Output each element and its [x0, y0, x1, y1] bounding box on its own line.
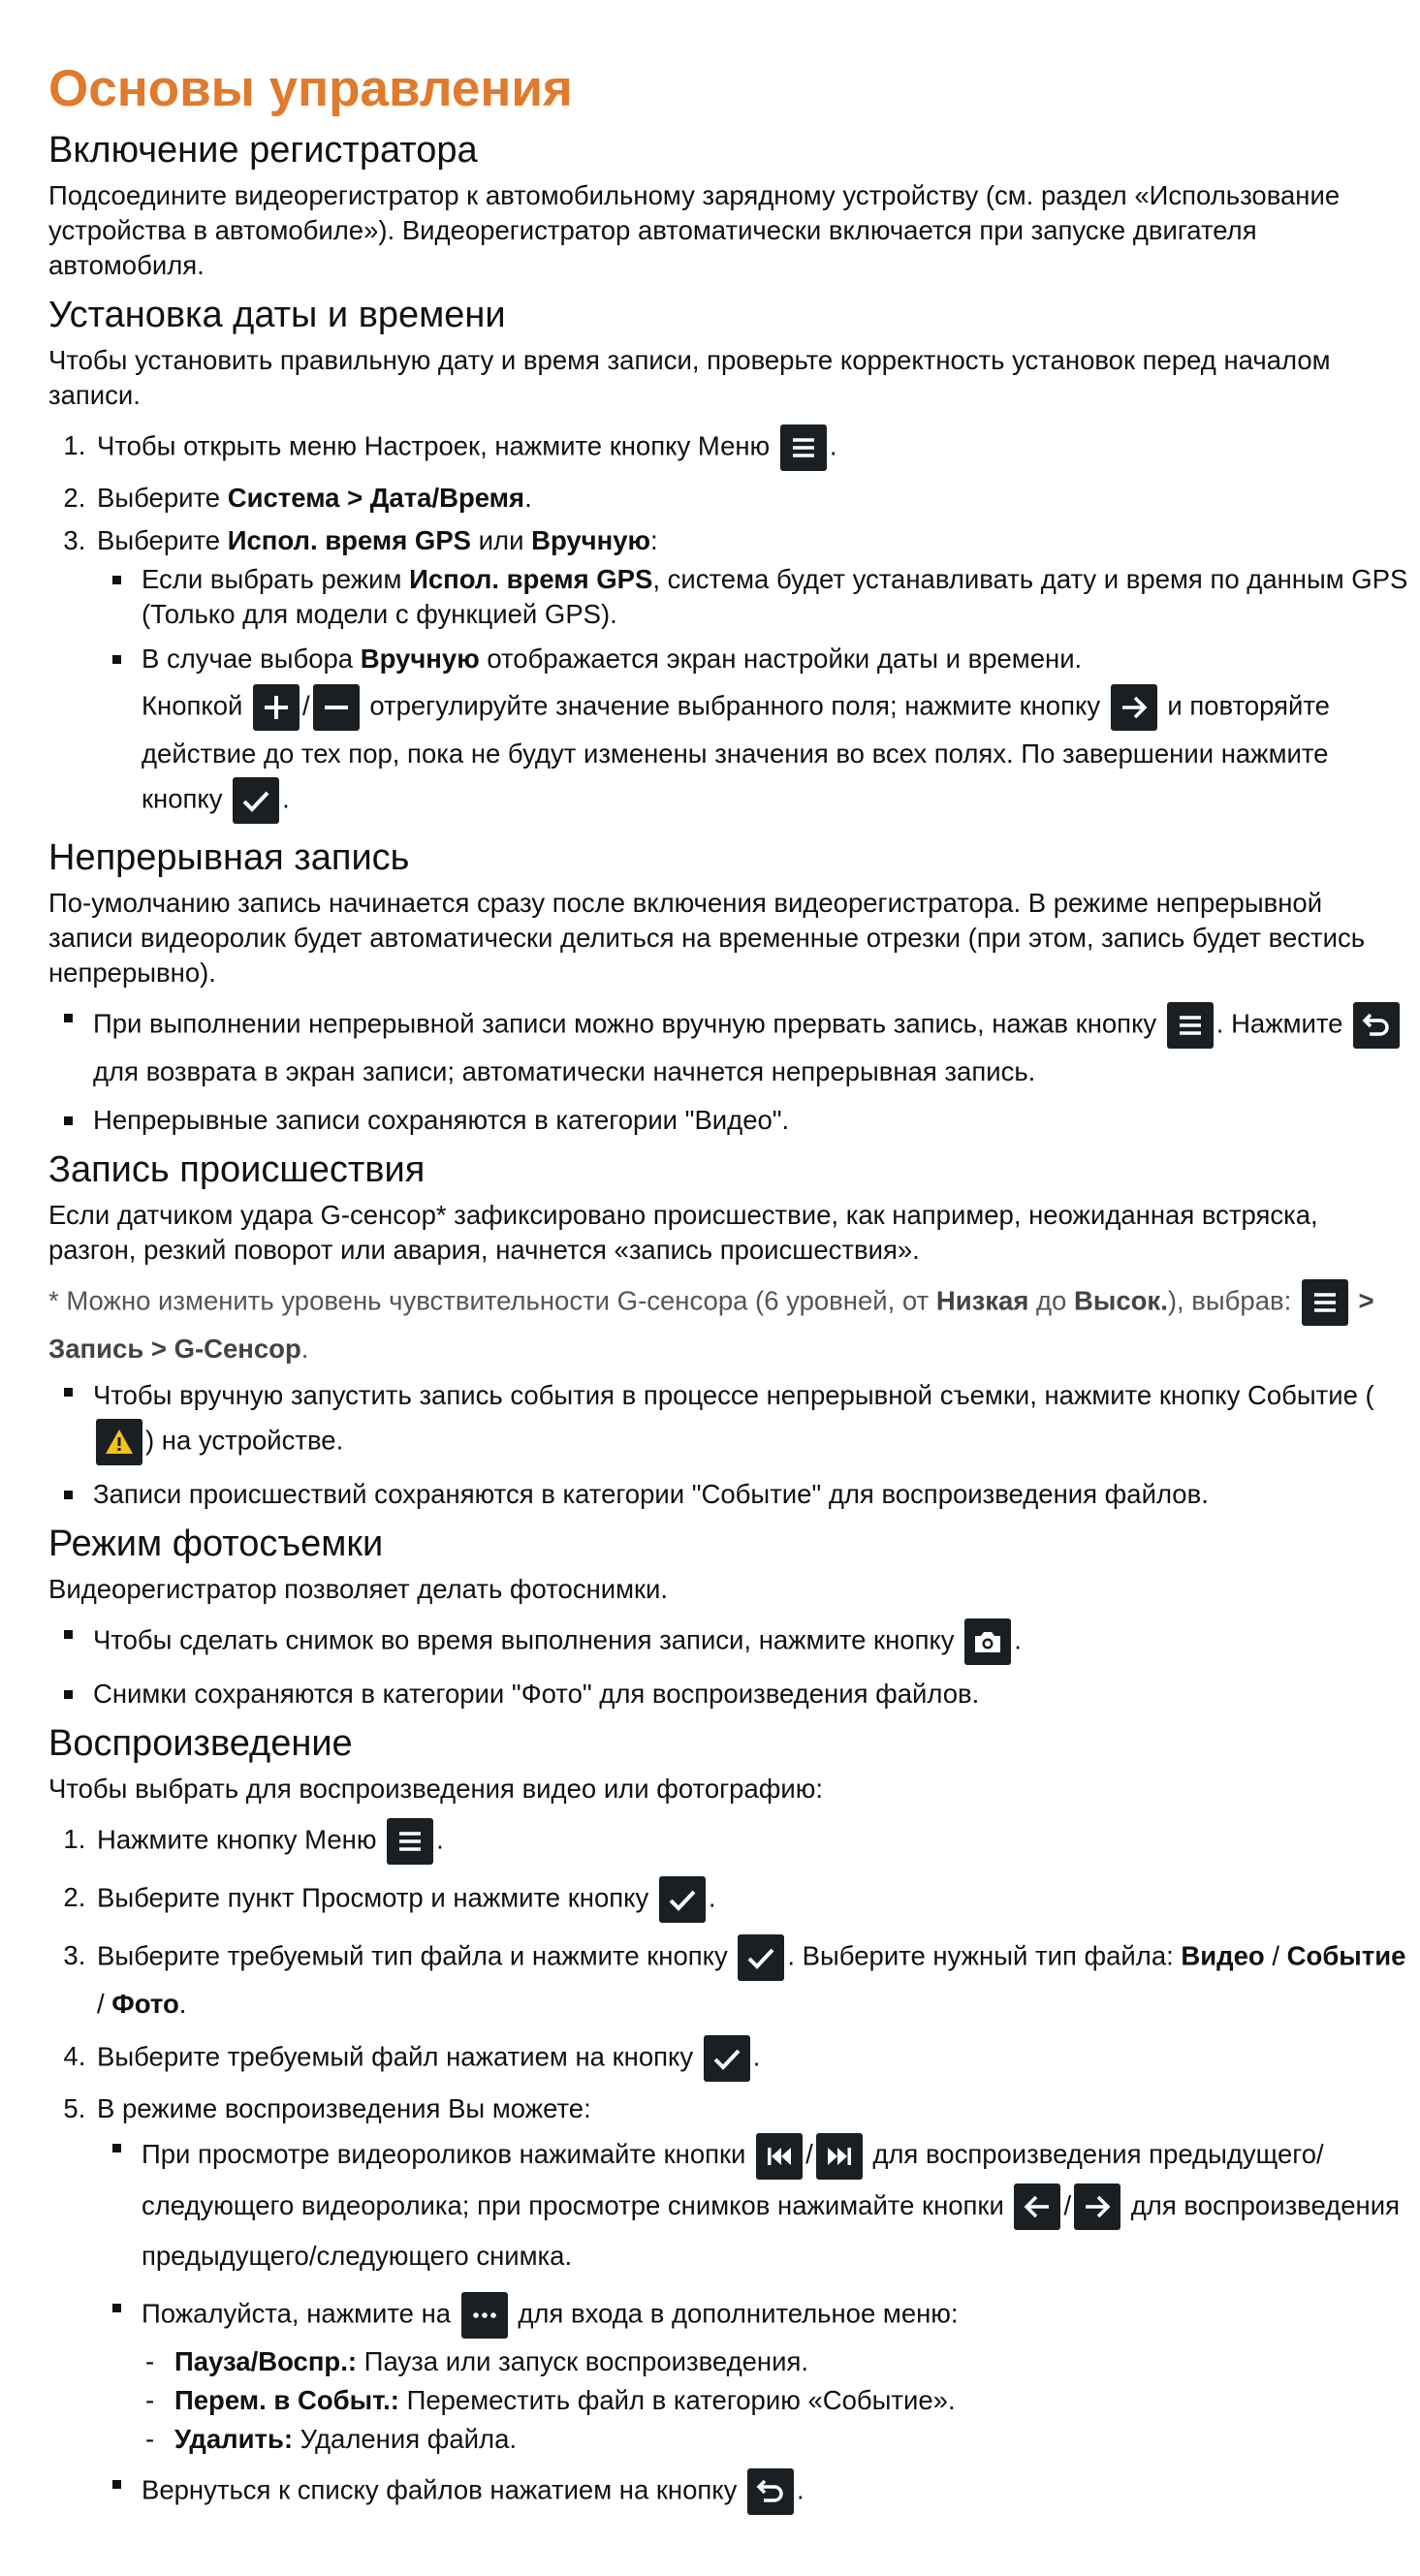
arrow-right-icon — [1074, 2183, 1120, 2230]
section-heading-photo: Режим фотосъемки — [48, 1524, 384, 1564]
list-item: - Перем. в Событ.: Переместить файл в категорию «Событие». — [174, 2383, 1410, 2418]
warning-icon — [96, 1419, 142, 1465]
list-item: 2. Выберите пункт Просмотр и нажмите кнопку . — [93, 1874, 1410, 1925]
list-item: Чтобы вручную запустить запись события в процессе непрерывной съемки, нажмите кнопку Событие ( ) на устройстве. — [93, 1374, 1410, 1467]
return-icon — [747, 2468, 794, 2515]
section-text-continuous: По-умолчанию запись начинается сразу после включения видеорегистратора. В режиме непрерывной записи видеоролик будет автоматически делиться на временные отрезки (при этом, запись будет вестись непрерывно). — [48, 888, 1366, 988]
checkmark-icon — [233, 777, 279, 824]
list-item: Вернуться к списку файлов нажатием на кнопку . — [142, 2466, 1410, 2517]
list-item: Записи происшествий сохраняются в категории "Событие" для воспроизведения файлов. — [93, 1477, 1410, 1512]
section-heading-event: Запись происшествия — [48, 1149, 426, 1190]
list-item: 4. Выберите требуемый файл нажатием на кнопку . — [93, 2033, 1410, 2084]
skip-previous-icon — [756, 2133, 803, 2180]
section-text-photo: Видеорегистратор позволяет делать фотоснимки. — [48, 1574, 669, 1604]
list-item: Непрерывные записи сохраняются в категории "Видео". — [93, 1103, 1410, 1138]
list-item: 1. Нажмите кнопку Меню . — [93, 1816, 1410, 1867]
list-item: Если выбрать режим Испол. время GPS, система будет устанавливать дату и время по данным GPS (Только для модели с функцией GPS). — [142, 562, 1410, 632]
section-heading-continuous: Непрерывная запись — [48, 837, 410, 878]
page-title: Основы управления — [48, 60, 573, 117]
manual-page — [48, 58, 1410, 2527]
skip-next-icon — [816, 2133, 863, 2180]
return-icon — [1353, 1002, 1400, 1049]
gsensor-note: * Можно изменить уровень чувствительности G-сенсора (6 уровней, от Низкая до Высок.), выбрав: > Запись > G-Сенсор. — [48, 1277, 1410, 1370]
section-text-event: Если датчиком удара G-сенсор* зафиксировано происшествие, как например, неожиданная встряска, разгон, резкий поворот или авария, начнется «запись происшествия». — [48, 1200, 1318, 1265]
continuous-bullets — [48, 1000, 1410, 1138]
playback-steps — [48, 1816, 1410, 2517]
list-item: 2. Выберите Система > Дата/Время. — [93, 481, 1410, 516]
photo-bullets — [48, 1617, 1410, 1712]
checkmark-icon — [738, 1934, 784, 1981]
list-item: При просмотре видеороликов нажимайте кнопки / для воспроизведения предыдущего/ следующего видеоролика; при просмотре снимков нажимайте кнопки / для воспроизведения предыдущего/следующего снимка. — [142, 2130, 1410, 2280]
list-item: 5. В режиме воспроизведения Вы можете: При просмотре видеороликов нажимайте кнопки / для воспроизведения предыдущего/ следующего видеоролика; при просмотре снимков нажимайте кнопки / для воспроизведения предыдущего/следующего снимка. Пожалуйста, нажмите на для входа в дополнительное меню: - Пауза/Воспр.: Пауза или запуск воспроизведения. - Перем. в Событ.: Переместить файл в категорию «Событие». - Удалить: Удаления файла. Вернуться к списку файлов нажатием на кнопку . — [93, 2091, 1410, 2517]
section-text-datetime: Чтобы установить правильную дату и время записи, проверьте корректность установок перед началом записи. — [48, 345, 1331, 410]
section-heading-datetime: Установка даты и времени — [48, 295, 506, 335]
camera-icon — [964, 1618, 1011, 1665]
menu-icon — [1302, 1279, 1348, 1326]
menu-icon — [1167, 1002, 1214, 1049]
event-bullets — [48, 1374, 1410, 1512]
list-item: - Удалить: Удаления файла. — [174, 2422, 1410, 2457]
list-item: При выполнении непрерывной записи можно вручную прервать запись, нажав кнопку . Нажмите для возврата в экран записи; автоматически начнется непрерывная запись. — [93, 1000, 1410, 1093]
list-item: В случае выбора Вручную отображается экран настройки даты и времени. Кнопкой / отрегулируйте значение выбранного поля; нажмите кнопку и повторяйте действие до тех пор, пока не будут изменены значения во всех полях. По завершении нажмите кнопку . — [142, 642, 1410, 826]
checkmark-icon — [704, 2035, 750, 2082]
adjust-instructions: Кнопкой / отрегулируйте значение выбранного поля; нажмите кнопку и повторяйте действие до тех пор, пока не будут изменены значения во всех полях. По завершении нажмите кнопку . — [142, 682, 1410, 826]
arrow-left-icon — [1014, 2183, 1060, 2230]
more-icon — [461, 2292, 508, 2339]
section-text-power: Подсоедините видеорегистратор к автомобильному зарядному устройству (см. раздел «Использование устройства в автомобиле»). Видеорегистратор автоматически включается при запуске двигателя автомобиля. — [48, 180, 1341, 280]
list-item: Чтобы сделать снимок во время выполнения записи, нажмите кнопку . — [93, 1617, 1410, 1667]
list-item: 3. Выберите требуемый тип файла и нажмите кнопку . Выберите нужный тип файла: Видео / Событие / Фото. — [93, 1932, 1410, 2026]
datetime-options — [97, 562, 1410, 826]
section-heading-power: Включение регистратора — [48, 130, 478, 171]
section-text-playback: Чтобы выбрать для воспроизведения видео или фотографию: — [48, 1774, 823, 1804]
minus-icon — [313, 684, 360, 731]
datetime-steps — [48, 423, 1410, 826]
more-menu-options — [142, 2344, 1410, 2457]
menu-icon — [387, 1818, 433, 1865]
arrow-right-icon — [1111, 684, 1157, 731]
list-item: 1. Чтобы открыть меню Настроек, нажмите кнопку Меню . — [93, 423, 1410, 473]
section-heading-playback: Воспроизведение — [48, 1723, 353, 1764]
list-item: Пожалуйста, нажмите на для входа в дополнительное меню: - Пауза/Воспр.: Пауза или запуск воспроизведения. - Перем. в Событ.: Переместить файл в категорию «Событие». - Удалить: Удаления файла. — [142, 2290, 1410, 2457]
menu-icon — [780, 424, 827, 471]
plus-icon — [253, 684, 300, 731]
list-item: Снимки сохраняются в категории "Фото" для воспроизведения файлов. — [93, 1677, 1410, 1712]
playback-options — [97, 2130, 1410, 2517]
list-item: 3. Выберите Испол. время GPS или Вручную: Если выбрать режим Испол. время GPS, система будет устанавливать дату и время по данным GPS (Только для модели с функцией GPS). В случае выбора Вручную отображается экран настройки даты и времени. Кнопкой / отрегулируйте значение выбранного поля; нажмите кнопку и повторяйте действие до тех пор, пока не будут изменены значения во всех полях. По завершении нажмите кнопку . — [93, 523, 1410, 826]
list-item: - Пауза/Воспр.: Пауза или запуск воспроизведения. — [174, 2344, 1410, 2379]
checkmark-icon — [659, 1876, 706, 1923]
